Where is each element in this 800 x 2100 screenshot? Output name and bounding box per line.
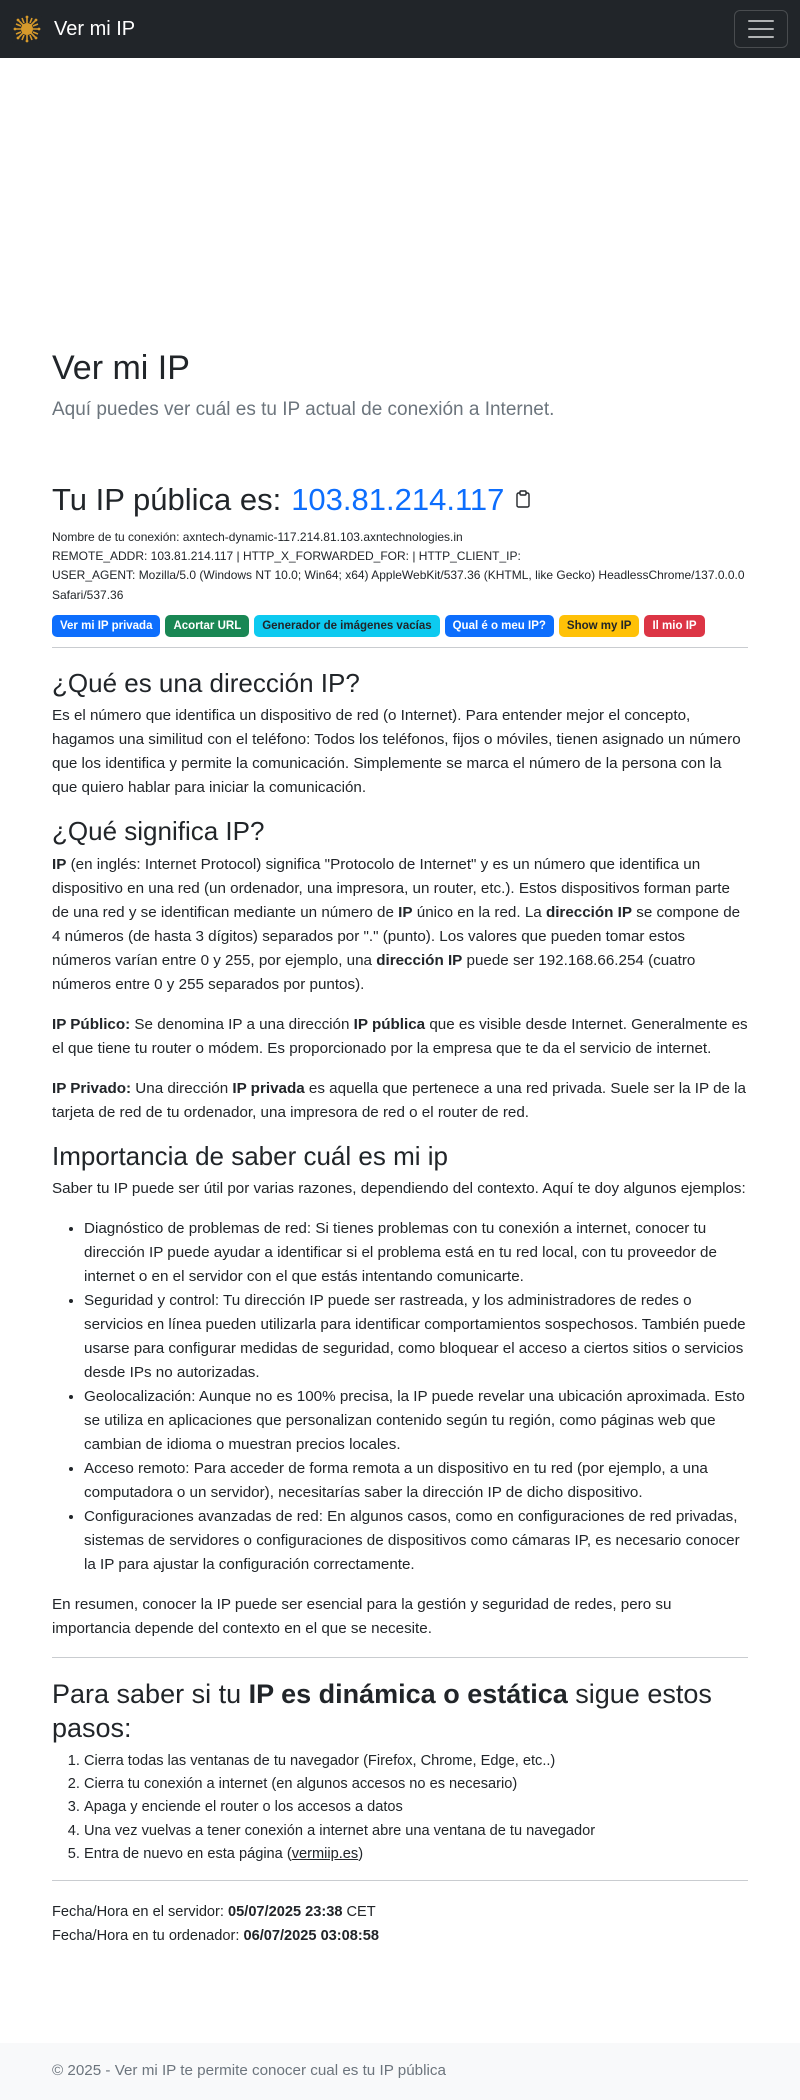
private-ip-paragraph [52, 1077, 748, 1125]
list-item: 4. Una vez vuelvas a tener conexión a internet abre una ventana de tu navegador [84, 1820, 748, 1843]
divider [52, 1880, 748, 1881]
brand-link[interactable] [12, 14, 135, 44]
navbar [0, 0, 800, 58]
connection-name-label: Nombre de tu conexión: [52, 530, 180, 544]
list-item: 1. Cierra todas las ventanas de tu navegador (Firefox, Chrome, Edge, etc..) [84, 1750, 748, 1773]
importance-list [52, 1217, 748, 1577]
text-fragment: es aquella que pertenece a una red privada. Suele ser la IP de la tarjeta de red de tu ordenador, una impresora de red o el router de red. [52, 1079, 747, 1121]
badge-empty-image-generator[interactable]: Generador de imágenes vacías [254, 615, 439, 637]
clipboard-icon[interactable] [516, 490, 530, 508]
list-item: • Diagnóstico de problemas de red: Si tienes problemas con tu conexión a internet, conocer tu dirección IP puede ayudar a identificar si el problema está en tu red local, con tu proveedor de internet o en el servidor con el que estás intentando comunicarte. [84, 1217, 748, 1289]
badge-private-ip[interactable]: Ver mi IP privada [52, 615, 160, 637]
divider [52, 647, 748, 648]
text-fragment: se compone de 4 números (de hasta 3 dígitos) separados por "." (punto). Los valores que pueden tomar estos números varían entre 0 y 255, por ejemplo, una [52, 903, 741, 969]
server-datetime-label: Fecha/Hora en el servidor: [52, 1904, 229, 1921]
bold-term: IP Privado: [52, 1079, 132, 1097]
text-fragment: Para saber si tu [52, 1679, 249, 1710]
badge-show-my-ip[interactable]: Show my IP [559, 615, 640, 637]
ip-meaning-title: ¿Qué significa IP? [52, 816, 265, 847]
text-fragment: Se denomina IP a una dirección [130, 1015, 354, 1033]
steps-title [52, 1678, 748, 1746]
bold-term: IP es dinámica o estática [248, 1679, 568, 1710]
hamburger-menu-icon [748, 36, 774, 38]
datetime-info [52, 1901, 748, 1948]
importance-title: Importancia de saber cuál es mi ip [52, 1140, 448, 1171]
vermiip-link[interactable]: vermiip.es [291, 1846, 359, 1863]
footer-text: © 2025 - Ver mi IP te permite conocer cual es tu IP pública [52, 2062, 446, 2080]
what-is-ip-title: ¿Qué es una dirección IP? [52, 668, 360, 699]
bold-term: IP pública [353, 1015, 426, 1033]
bold-term: dirección IP [376, 951, 463, 969]
circuit-logo-icon [12, 14, 42, 44]
bold-term: IP [52, 855, 67, 873]
text-fragment: sigue estos pasos: [52, 1679, 712, 1743]
text-fragment: Una dirección [131, 1079, 233, 1097]
steps-list [52, 1750, 748, 1867]
text-fragment: único en la red. La [412, 903, 546, 921]
divider [52, 1657, 748, 1658]
hamburger-menu-icon [748, 28, 774, 30]
public-ip-heading [52, 481, 748, 518]
main-content [52, 348, 748, 1948]
text-fragment: puede ser 192.168.66.254 (cuatro números entre 0 y 255 separados por puntos). [52, 951, 696, 993]
client-datetime [52, 1925, 748, 1948]
client-datetime-label: Fecha/Hora en tu ordenador: [52, 1927, 244, 1944]
bold-term: dirección IP [545, 903, 633, 921]
importance-intro: Saber tu IP puede ser útil por varias razones, dependiendo del contexto. Aquí te doy algunos ejemplos: [52, 1179, 746, 1197]
badge-italian-ip[interactable]: Il mio IP [644, 615, 704, 637]
brand-title: Ver mi IP [54, 18, 136, 40]
ad-space [0, 58, 800, 348]
client-datetime-value: 06/07/2025 03:08:58 [243, 1927, 379, 1944]
list-item: • Seguridad y control: Tu dirección IP puede ser rastreada, y los administradores de redes o servicios en línea pueden utilizarla para identificar comportamientos sospechosos. También puede usarse para configurar medidas de seguridad, como bloquear el acceso a ciertos sitios o servicios desde IPs no autorizadas. [84, 1289, 748, 1385]
badge-portuguese-ip[interactable]: Qual é o meu IP? [445, 615, 554, 637]
footer [0, 2043, 800, 2100]
hamburger-menu-icon [748, 20, 774, 22]
list-item: • Acceso remoto: Para acceder de forma remota a un dispositivo en tu red (por ejemplo, a una computadora o un servidor), necesitarías saber la dirección IP de dicho dispositivo. [84, 1457, 748, 1505]
what-is-ip-text: Es el número que identifica un dispositivo de red (o Internet). Para entender mejor el concepto, hagamos una similitud con el teléfono: Todos los teléfonos, fijos o móviles, tienen asignado un número que los identifica y permite la comunicación. Simplemente se marca el número de la persona con la que quiero hablar para iniciar la comunicación. [52, 707, 741, 797]
list-item: 2. Cierra tu conexión a internet (en algunos accesos no es necesario) [84, 1773, 748, 1796]
text-fragment: ) [358, 1846, 364, 1863]
page-lead: Aquí puedes ver cuál es tu IP actual de conexión a Internet. [52, 398, 555, 420]
user-agent-line: USER_AGENT: Mozilla/5.0 (Windows NT 10.0; Win64; x64) AppleWebKit/537.36 (KHTML, like Gecko) HeadlessChrome/137.0.0.0 Safari/537.36 [52, 568, 745, 602]
connection-name-value: axntech-dynamic-117.214.81.103.axntechnologies.in [182, 530, 463, 544]
navbar-toggle-button[interactable] [734, 10, 788, 48]
server-datetime [52, 1901, 748, 1924]
public-ip-label: Tu IP pública es: [52, 481, 282, 517]
importance-summary: En resumen, conocer la IP puede ser esencial para la gestión y seguridad de redes, pero su importancia depende del contexto en el que se necesite. [52, 1596, 672, 1638]
ip-meaning-paragraph [52, 853, 748, 997]
page-title: Ver mi IP [52, 349, 190, 387]
bold-term: IP Público: [52, 1015, 131, 1033]
text-fragment: Entra de nuevo en esta página ( [84, 1846, 292, 1863]
related-links [52, 615, 748, 637]
list-item: • Configuraciones avanzadas de red: En algunos casos, como en configuraciones de red privadas, sistemas de servidores o configuraciones de dispositivos como cámaras IP, es necesario conocer la IP para ajustar la configuración correctamente. [84, 1505, 748, 1577]
public-ip-paragraph [52, 1013, 748, 1061]
server-datetime-value: 05/07/2025 23:38 [228, 1904, 343, 1921]
list-item [84, 1843, 748, 1866]
connection-name-line [52, 528, 748, 547]
list-item: • Geolocalización: Aunque no es 100% precisa, la IP puede revelar una ubicación aproximada. Esto se utiliza en aplicaciones que personalizan contenido según tu región, como páginas web que cambian de idioma o muestran precios locales. [84, 1385, 748, 1457]
bold-term: IP [398, 903, 413, 921]
server-timezone: CET [342, 1904, 376, 1921]
badge-shorten-url[interactable]: Acortar URL [165, 615, 249, 637]
text-fragment: que es visible desde Internet. Generalmente es el que tiene tu router o módem. Es proporcionado por la empresa que te da el servicio de internet. [52, 1015, 748, 1057]
list-item: 3. Apaga y enciende el router o los accesos a datos [84, 1796, 748, 1819]
remote-addr-line: REMOTE_ADDR: 103.81.214.117 | HTTP_X_FORWARDED_FOR: | HTTP_CLIENT_IP: [52, 549, 521, 564]
connection-details [52, 528, 748, 605]
public-ip-value[interactable]: 103.81.214.117 [291, 481, 505, 517]
bold-term: IP privada [232, 1079, 305, 1097]
text-fragment: (en inglés: Internet Protocol) significa "Protocolo de Internet" y es un número que identifica un dispositivo en una red (un ordenador, una impresora, un router, etc.). Estos dispositivos forman parte de una red y se identifican mediante un número de [52, 855, 730, 921]
